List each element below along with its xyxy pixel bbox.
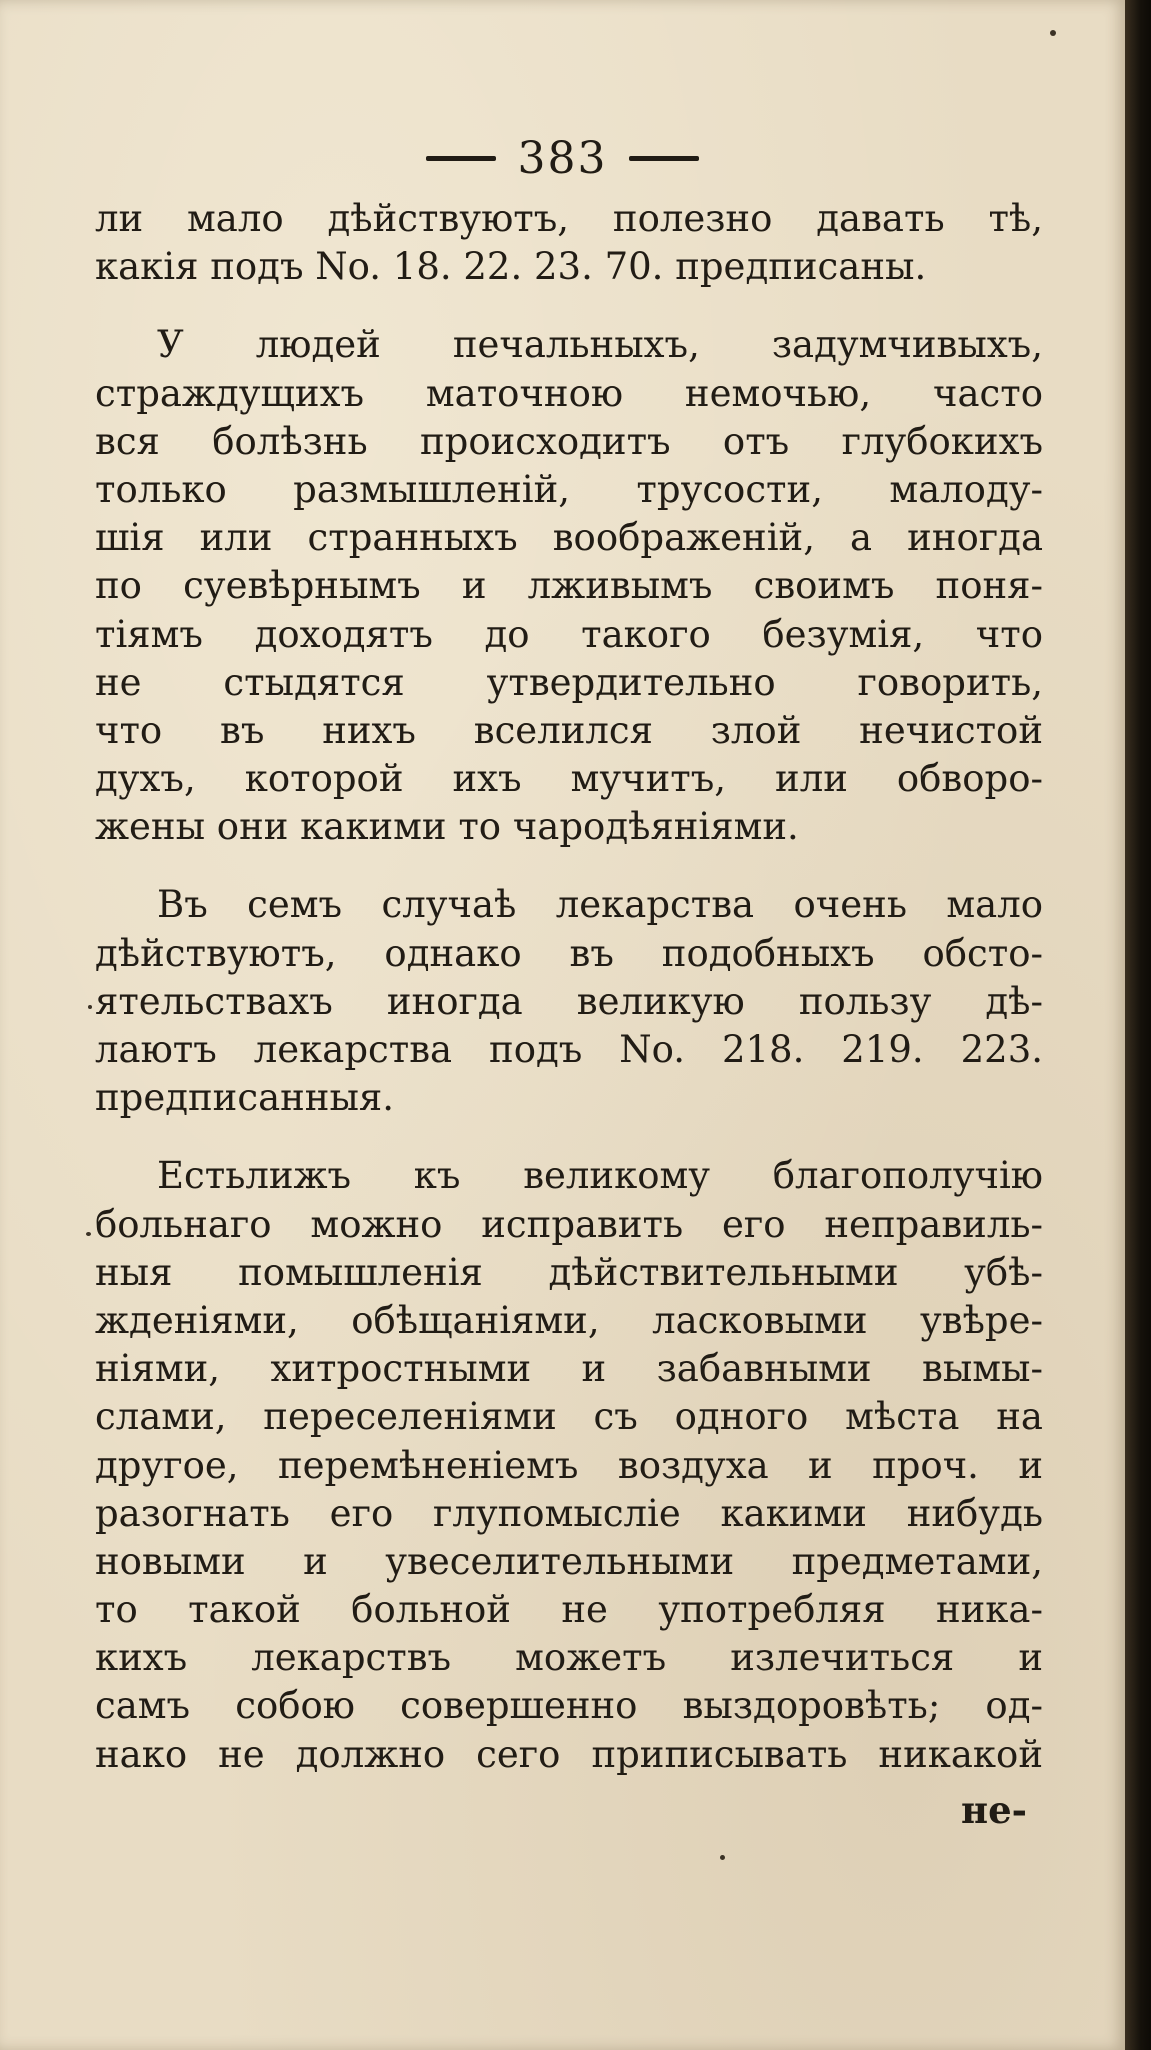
text-line: У людей печальныхъ, задумчивыхъ, bbox=[157, 323, 1043, 367]
text-line: какія подъ No. 18. 22. 23. 70. предписаны. bbox=[95, 245, 927, 289]
text-line: ятельствахъ иногда великую пользу дѣ- bbox=[95, 979, 1043, 1023]
text-line: самъ собою совершенно выздоровѣть; од- bbox=[95, 1684, 1043, 1728]
text-line: Въ семъ случаѣ лекарства очень мало bbox=[157, 883, 1043, 927]
text-line: вся болѣзнь происходитъ отъ глубокихъ bbox=[95, 419, 1043, 463]
text-line: лаютъ лекарства подъ No. 218. 219. 223. bbox=[95, 1028, 1043, 1071]
text-line: ніями, хитростными и забавными вымы- bbox=[95, 1347, 1043, 1391]
page-header bbox=[0, 128, 1125, 188]
text-line: шія или странныхъ воображеній, а иногда bbox=[95, 516, 1043, 560]
ink-speck bbox=[86, 1232, 91, 1236]
text-line: слами, переселеніями съ одного мѣста на bbox=[95, 1395, 1043, 1439]
text-line: новыми и увеселительными предметами, bbox=[95, 1539, 1043, 1583]
paragraph-gap bbox=[95, 1122, 1043, 1152]
ink-speck bbox=[720, 1855, 725, 1860]
text-line: страждущихъ маточною немочью, часто bbox=[95, 371, 1043, 415]
text-line: жены они какими то чародѣяніями. bbox=[95, 805, 799, 849]
text-line: тіямъ доходятъ до такого безумія, что bbox=[95, 612, 1043, 656]
text-line: духъ, которой ихъ мучитъ, или обворо- bbox=[95, 757, 1043, 801]
text-line: ли мало дѣйствуютъ, полезно давать тѣ, bbox=[95, 197, 1043, 240]
text-line: предписанныя. bbox=[95, 1076, 394, 1120]
text-line: разогнать его глупомысліе какими нибудь bbox=[95, 1491, 1043, 1535]
header-dash-left bbox=[426, 156, 496, 161]
text-line: только размышленій, трусости, малоду- bbox=[95, 467, 1043, 511]
body-text bbox=[95, 195, 1043, 1779]
text-line: Естьлижъ къ великому благополучію bbox=[157, 1154, 1043, 1198]
text-line: то такой больной не употребляя никa- bbox=[95, 1588, 1043, 1632]
text-line: нако не должно сего приписывать никакой bbox=[95, 1732, 1043, 1776]
text-line: кихъ лекарствъ можетъ излечиться и bbox=[95, 1636, 1043, 1680]
text-line: не стыдятся утвердительно говорить, bbox=[95, 660, 1043, 704]
page-number: 383 bbox=[517, 132, 608, 184]
catchword: не- bbox=[961, 1788, 1027, 1832]
ink-speck bbox=[1050, 30, 1056, 36]
text-line: другое, перемѣненіемъ воздуха и проч. и bbox=[95, 1443, 1043, 1487]
paragraph-gap bbox=[95, 291, 1043, 321]
text-line: больнаго можно исправить его неправиль- bbox=[95, 1202, 1043, 1246]
book-page-edge bbox=[1125, 0, 1151, 2050]
text-line: жденіями, обѣщаніями, ласковыми увѣре- bbox=[95, 1298, 1043, 1342]
text-line: дѣйствуютъ, однако въ подобныхъ обсто- bbox=[95, 931, 1043, 975]
text-line: по суевѣрнымъ и лживымъ своимъ поня- bbox=[95, 564, 1043, 608]
paragraph-gap bbox=[95, 851, 1043, 881]
header-dash-right bbox=[629, 156, 699, 161]
ink-speck bbox=[88, 1005, 92, 1009]
text-line: ныя помышленія дѣйствительными убѣ- bbox=[95, 1250, 1043, 1294]
text-line: что въ нихъ вселился злой нечистой bbox=[95, 708, 1043, 752]
